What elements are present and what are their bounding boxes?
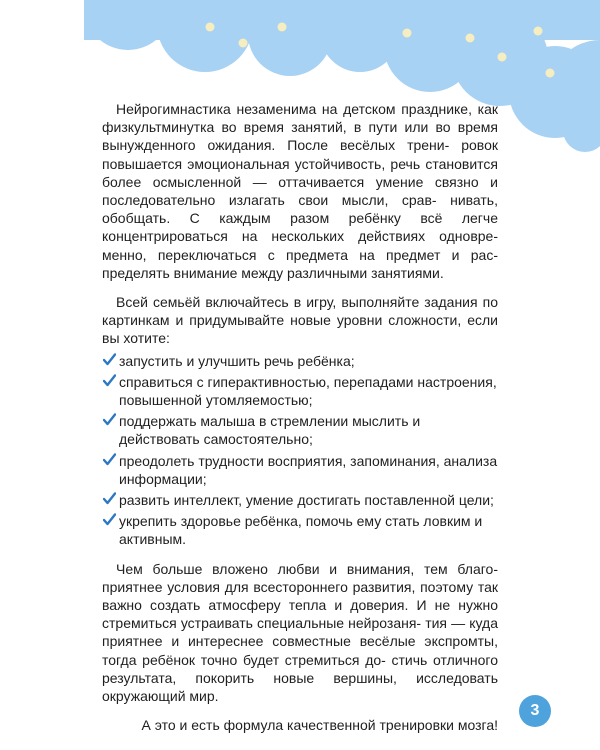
goal-text: поддержать малыша в стремлении мыслить и действовать самостоятельно; xyxy=(119,413,421,448)
page-body xyxy=(102,100,498,735)
intro-paragraph: Нейрогимнастика незаменима на детском празднике, как физкультминутка во время занятий, в пути или во время вынужденного ожидания. После весёлых трени- ровок повышается эмоциональная устойчивость, речь становится более осмысленной — оттачивается умение связно и последовательно излагать свои мысли, срав- нивать, обобщать. С каждым разом ребёнку всё легче концентрироваться на нескольких действиях одновре- менно, переключаться с предмета на предмет и рас- пределять внимание между различными занятиями. xyxy=(102,101,498,281)
page-number-badge: 3 xyxy=(519,695,551,727)
cloud-dot xyxy=(546,69,555,78)
love-paragraph: Чем больше вложено любви и внимания, тем благо- приятнее условия для всестороннего развития, поэтому так важно создать атмосферу тепла и доверия. И не нужно стремиться устраивать специальные нейрозаня- тия — куда приятнее и интереснее совместные весёлые экспромты, тогда ребёнок точно будет стремиться до- стичь отличного результата, покорить новые вершины, исследовать окружающий мир. xyxy=(102,560,498,705)
closing-line: А это и есть формула качественной тренировки мозга! xyxy=(141,717,498,734)
goals-list xyxy=(102,352,498,549)
cloud-dot xyxy=(534,27,543,36)
list-item xyxy=(102,452,498,488)
goal-text: развить интеллект, умение достигать поставленной цели; xyxy=(119,492,494,509)
cloud-dot xyxy=(498,53,507,62)
cloud-dot xyxy=(278,23,287,32)
checkmark-icon xyxy=(103,374,116,387)
checkmark-icon xyxy=(103,453,116,466)
goal-text: преодолеть трудности восприятия, запоминания, анализа информации; xyxy=(119,452,498,487)
checkmark-icon xyxy=(103,413,116,426)
checkmark-icon xyxy=(103,353,116,366)
list-item xyxy=(102,373,498,409)
list-item xyxy=(102,512,498,548)
cloud-dot xyxy=(206,23,215,32)
goal-text: запустить и улучшить речь ребёнка; xyxy=(119,352,355,369)
cloud-dot xyxy=(403,29,412,38)
list-item xyxy=(102,412,498,448)
checkmark-icon xyxy=(103,513,116,526)
list-item xyxy=(102,491,498,509)
cloud-dot xyxy=(239,39,248,48)
goal-text: справиться с гиперактивностью, перепадами настроения, повышенной утомляемостью; xyxy=(119,373,497,409)
checkmark-icon xyxy=(103,492,116,505)
cloud-dot xyxy=(466,34,475,43)
list-item xyxy=(102,352,498,370)
goal-text: укрепить здоровье ребёнка, помочь ему стать ловким и активным. xyxy=(119,513,483,548)
family-paragraph: Всей семьёй включайтесь в игру, выполняйте задания по картинкам и придумывайте новые уровни сложности, если вы хотите: xyxy=(102,294,498,347)
